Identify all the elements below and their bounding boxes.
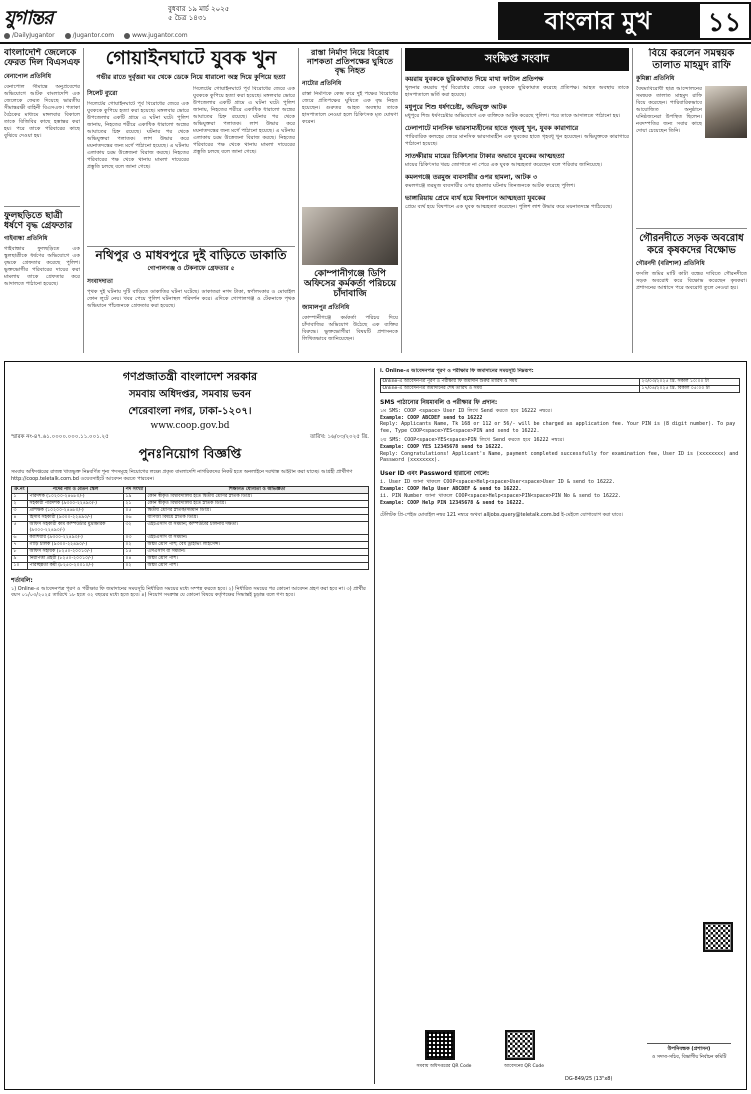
lead-story (87, 48, 295, 353)
column-rule (83, 48, 84, 353)
table-row (381, 378, 740, 385)
signature-title: ও সদস্য-সচিব, বিভাগীয় নির্বাচন কমিটি (651, 1055, 727, 1060)
lost-step-2: ii. PIN Number জানা থাকলে COOP<space>Help<space>PIN<space>PIN No & send to 16222. (380, 492, 622, 499)
table-row (12, 562, 369, 569)
notice-website[interactable]: www.coop.gov.bd (150, 421, 230, 431)
table-cell: অফিস সহকারী কাম কম্পিউটার মুদ্রাক্ষরিক (৯৩০০-২২৪৯০/-) (28, 521, 124, 534)
masthead (0, 0, 751, 44)
digest-item-1-body: খুলনার কয়রায় পূর্ব বিরোধের জেরে এক যুবককে ছুরিকাঘাত করেছে প্রতিপক্ষ। আহত অবস্থায় তাকে হাসপাতালে ভর্তি করা হয়েছে। (405, 85, 629, 98)
qr-code-3[interactable] (703, 922, 733, 952)
table-cell: অফিস সহায়ক (৮২৫০-২০০১০/-) (28, 548, 124, 555)
twitter-icon (65, 33, 71, 39)
table-cell: পরিদর্শক (১০২০০-২৪৬৮০/-) (28, 493, 124, 500)
right-2-byline: গৌরনদী (বরিশাল) প্রতিনিধি (636, 260, 705, 267)
table-row (12, 507, 369, 514)
lost-step-1-example: Example: COOP Help User ABCDEF & send to 16222. (380, 485, 522, 492)
table-cell: অষ্টম শ্রেণি পাশ। (146, 555, 369, 562)
sms-step-1-example: Example: COOP ABCDEF send to 16222 (380, 414, 483, 421)
right-1-headline[interactable]: বিয়ে করলেন সমন্বয়ক তালাত মাহমুদ রাফি (648, 48, 735, 71)
digest-item-6-head[interactable]: ভাঙ্গারিয়ায় প্রেমে ব্যর্থ হয়ে বিষপানে আত্মহত্যা যুবকের (405, 194, 546, 202)
table-cell: ২১ (124, 500, 146, 507)
table-cell: ৩ (12, 507, 28, 514)
table-row (12, 521, 369, 534)
table-cell: ১৯ (124, 493, 146, 500)
notice-intro: সমবায় অধিদপ্তরের রাজস্ব খাতভুক্ত নিম্নবর্ণিত শূন্য পদসমূহে নিয়োগের লক্ষ্যে প্রকৃত বাংলাদেশি নাগরিকদের নিকট হতে অনলাইনে দরখাস্ত আহ্বান করা যাচ্ছে। আগ্রহী প্রার্থীগণ http://coop.teletalk.com.bd ওয়েবসাইটে আবেদন করতে পারবেন। (11, 469, 353, 482)
qr-code-2[interactable] (505, 1030, 535, 1060)
notice-gov-line: গণপ্রজাতন্ত্রী বাংলাদেশ সরকার (122, 370, 258, 383)
lead-2-body: পৃথক দুই ঘটনায় দুটি বাড়িতে ডাকাতির ঘটনা ঘটেছে। ডাকাতরা নগদ টাকা, স্বর্ণালংকার ও মোবাইল ফোন লুটে নেয়। খবর পেয়ে পুলিশ ঘটনাস্থল পরিদর্শন করে। এদিকে গোপালগঞ্জ ও টেকনাফে পৃথক অভিযানে পাঁচজনকে গ্রেফতার করা হয়েছে। (87, 288, 295, 309)
digest-title: সংক্ষিপ্ত সংবাদ (405, 48, 629, 71)
table-cell: গাড়ি চালক (৯৩০০-২২৪৯০/-) (28, 541, 124, 548)
posts-header-cell: পদ সংখ্যা (124, 486, 146, 493)
notice-title: পুনঃনিয়োগ বিজ্ঞপ্তি (138, 447, 242, 462)
lead-kicker: গভীর রাতে দুর্বৃত্তরা ঘর থেকে ডেকে নিয়ে ধারালো অস্ত্র দিয়ে কুপিয়ে হত্যা (96, 72, 286, 81)
digest-item-2-head[interactable]: মধুপুরে শিশু ধর্ষণচেষ্টা, অভিযুক্ত আটক (405, 103, 507, 111)
table-row (12, 541, 369, 548)
sms-reply-1: Reply: Applicants Name, Tk 168 or 112 or 56/- will be charged as application fee. Your PIN is (8 digit number). To pay fee, Type COOP<space>YES<space>PIN and send to 16222. (380, 421, 736, 435)
schedule-value: ২৩/০৩/২০২৫ খ্রি. সকাল ১০:০০ টা (640, 378, 740, 385)
signature-block (637, 1030, 741, 1062)
table-cell: ০৬ (124, 514, 146, 521)
left-2-byline: গাইবান্ধা প্রতিনিধি (4, 235, 48, 243)
digest-item-4-head[interactable]: সাতক্ষীরায় মায়ের চিকিৎসার টাকার অভাবে যুবকের আত্মহত্যা (405, 152, 565, 160)
table-cell: কোন স্বীকৃত বিশ্ববিদ্যালয় হতে দ্বিতীয় শ্রেণির স্নাতক ডিগ্রি। (146, 493, 369, 500)
lead-headline[interactable]: গোয়াইনঘাটে যুবক খুন (105, 48, 277, 69)
right-2-headline[interactable]: গৌরনদীতে সড়ক অবরোধ করে কৃষকদের বিক্ষোভ (639, 233, 744, 256)
right-1-body: বৈষম্যবিরোধী ছাত্র আন্দোলনের সমন্বয়ক তালাত মাহমুদ রাফি বিয়ে করেছেন। পারিবারিকভাবে আয়োজিত অনুষ্ঠানে ঘনিষ্ঠজনেরা উপস্থিত ছিলেন। নবদম্পতির জন্য সবার কাছে দোয়া চেয়েছেন তিনি। (636, 86, 702, 134)
mid-1-headline[interactable]: রাস্তা নির্মাণ নিয়ে বিরোধ নাশকতা প্রতিপক্ষের ঘুষিতে বৃদ্ধ নিহত (307, 48, 393, 76)
website-link[interactable] (124, 32, 188, 39)
posts-header-cell: শিক্ষাগত যোগ্যতা ও অভিজ্ঞতা (146, 486, 369, 493)
social-links (4, 32, 188, 39)
digest-item-3-head[interactable]: ঢেলাপাটে মানসিক ভারসাম্যহীনের হাতে গৃহবধূ খুন, যুবক কারাগারে (405, 124, 579, 132)
table-cell: ১৫ (124, 548, 146, 555)
table-cell: ০৪ (124, 555, 146, 562)
table-cell: ৭ (12, 541, 28, 548)
lost-step-1: i. User ID জানা থাকলে COOP<space>Help<space>User<space>User ID & send to 16222. (380, 479, 615, 486)
digest-item-6-body: প্রেমে ব্যর্থ হয়ে বিষপানে এক যুবক আত্মহত্যা করেছেন। পুলিশ লাশ উদ্ধার করে ময়নাতদন্তে পাঠিয়েছে। (405, 204, 613, 210)
qr-label-2: আবেদনের QR Code (504, 1064, 544, 1069)
right-column (636, 48, 747, 353)
signature-name: উপনিবন্ধক (প্রশাসন) (667, 1046, 711, 1052)
table-cell: ০২ (124, 541, 146, 548)
sms-step-2-example: Example: COOP YES 12345678 send to 16222. (380, 443, 504, 450)
mid-2-headline[interactable]: কোম্পানীগঞ্জে ডিপি অফিসের কর্মকর্তা পরিচয়ে চাঁদাবাজি (303, 268, 397, 300)
digest-item-4-body: মায়ের চিকিৎসার খরচ জোগাতে না পেরে এক যুবক আত্মহত্যা করেছেন বলে পরিবার জানিয়েছে। (405, 162, 603, 168)
left-2-headline[interactable]: ফুলছড়িতে ছাত্রী ধর্ষণে বৃদ্ধ গ্রেফতার (4, 210, 73, 232)
news-digest (405, 48, 629, 353)
table-cell: প্রশিক্ষক (১০২০০-২৪৬৮০/-) (28, 507, 124, 514)
table-cell: ১ (12, 493, 28, 500)
mid-1-body: রাস্তা নির্মাণকে কেন্দ্র করে দুই পক্ষের বিরোধের জেরে প্রতিপক্ষের ঘুষিতে এক বৃদ্ধ নিহত হয়েছেন। গুরুতর আহত অবস্থায় তাকে হাসপাতালে নেওয়া হলে চিকিৎসক মৃত ঘোষণা করেন। (302, 90, 398, 125)
column-rule (298, 48, 299, 353)
right-2-body: ফসলি জমির মাটি কাটা বন্ধের দাবিতে গৌরনদীতে সড়ক অবরোধ করে বিক্ষোভ করেছেন কৃষকরা। প্রশাসনের আশ্বাসে পরে অবরোধ তুলে নেওয়া হয়। (636, 271, 747, 291)
table-cell: ১০ (12, 562, 28, 569)
table-cell: অষ্টম শ্রেণি পাশ; বৈধ ড্রাইভিং লাইসেন্স। (146, 541, 369, 548)
table-row (12, 555, 369, 562)
lost-credentials-title: User ID এবং Password হারানো গেলে: (380, 470, 490, 478)
posts-table (11, 486, 369, 570)
posts-header-cell: ক্র.নং (12, 486, 28, 493)
qr-code-1[interactable] (425, 1030, 455, 1060)
dateline (168, 5, 328, 23)
table-cell: কোন স্বীকৃত বিশ্ববিদ্যালয় হতে স্নাতক ডিগ্রি। (146, 500, 369, 507)
schedule-label: Online-এ আবেদনপত্র জমাদানের শেষ তারিখ ও সময় (381, 385, 640, 392)
lead-body: সিলেটের গোয়াইনঘাটে পূর্ব বিরোধের জেরে এক যুবককে কুপিয়ে হত্যা করা হয়েছে। মঙ্গলবার ভোরে উপজেলার একটি গ্রামে এ ঘটনা ঘটে। পুলিশ জানায়, নিহতের শরীরে একাধিক ধারালো অস্ত্রের আঘাতের চিহ্ন রয়েছে। ঘটনার পর থেকে অভিযুক্তরা পলাতক। লাশ উদ্ধার করে ময়নাতদন্তের জন্য মর্গে পাঠানো হয়েছে। এ ঘটনায় এলাকায় চরম উত্তেজনা বিরাজ করছে। নিহতের পরিবারের পক্ষ থেকে থানায় মামলা দায়েরের প্রস্তুতি চলছে বলে জানা গেছে। (87, 100, 189, 170)
social-label-1: /DailyJugantor (12, 32, 55, 39)
sms-title: SMS পাঠানোর নিয়মাবলি ও পরীক্ষার ফি প্রদান: (380, 398, 498, 406)
lead-2-kicker: গোপালগঞ্জ ও টেকনাফে গ্রেফতার ৫ (147, 264, 235, 272)
column-rule (632, 48, 633, 353)
table-row (12, 548, 369, 555)
table-cell: হিসাব সহকারী (৯৩০০-২২৪৯০/-) (28, 514, 124, 521)
page-number: ১১ (698, 2, 751, 40)
table-cell: নিরাপত্তা প্রহরী (৮২৫০-২০০১০/-) (28, 555, 124, 562)
qr-label-1: সমবায় অধিদপ্তরের QR Code (416, 1064, 472, 1069)
signature-line (647, 1030, 731, 1044)
table-cell: ৪ (12, 514, 28, 521)
table-cell: ক্যাশিয়ার (৯৩০০-২২৪৯০/-) (28, 534, 124, 541)
facebook-link[interactable] (4, 32, 55, 39)
date-line-1: বুধবার ১৯ মার্চ ২০২৫ (168, 5, 230, 13)
conditions-title: শর্তাবলি: (11, 576, 33, 584)
table-row (12, 500, 369, 507)
digest-item-5-head[interactable]: কমলগঞ্জে তরমুজ ব্যবসায়ীর ওপর হামলা, আটক ৩ (405, 173, 538, 181)
lead-byline: সিলেট ব্যুরো (87, 89, 118, 97)
globe-icon (124, 33, 130, 39)
right-1-byline: কুমিল্লা প্রতিনিধি (636, 75, 675, 82)
right-divider (636, 228, 747, 229)
social-label-3: www.jugantor.com (132, 32, 188, 39)
notice-right (380, 368, 740, 1084)
table-cell: ৯ (12, 555, 28, 562)
sms-reply-2: Reply: Congratulations! Applicant's Name, payment completed successfully for examination fee, User ID is (xxxxxxxx) and Password (xxxxxxxx). (380, 450, 739, 464)
portrait-photo (705, 86, 747, 138)
digest-item-5-body: কমলগঞ্জে তরমুজ ব্যবসায়ীর ওপর হামলার ঘটনায় তিনজনকে আটক করেছে পুলিশ। (405, 183, 576, 189)
table-row (381, 385, 740, 392)
table-cell: ৩২ (124, 521, 146, 534)
table-cell: পরিচ্ছন্নতা কর্মী (৮২৫০-২০০১০/-) (28, 562, 124, 569)
table-cell: ০২ (124, 562, 146, 569)
lead-2-byline: সংবাদদাতা (87, 277, 113, 285)
table-cell: ০৩ (124, 534, 146, 541)
left-1-body: বেনাপোল সীমান্তে অনুপ্রবেশের অভিযোগে আটক বাংলাদেশি এক জেলেকে ফেরত দিয়েছে ভারতীয় সীমান্তরক্ষী বাহিনী বিএসএফ। পতাকা বৈঠকের মাধ্যমে মঙ্গলবার বিকালে তাকে বিজিবির কাছে হস্তান্তর করা হয়। পরে তাকে পরিবারের কাছে বুঝিয়ে দেওয়া হয়। (4, 83, 80, 139)
mid-2-body: কোম্পানীগঞ্জে কর্মকর্তা পরিচয় দিয়ে চাঁদাবাজির অভিযোগ উঠেছে এক ব্যক্তির বিরুদ্ধে। ভুক্তভোগীরা বিষয়টি প্রশাসনকে লিখিতভাবে জানিয়েছেন। (302, 314, 398, 342)
table-cell: সহকারী পরিদর্শক (৯৩০০-২২৪৯০/-) (28, 500, 124, 507)
date-line-2: ৫ চৈত্র ১৪৩১ (168, 14, 207, 22)
table-row (12, 534, 369, 541)
column-rule (401, 48, 402, 353)
notice-column-rule (374, 368, 375, 1084)
sms-step-1: ১ম SMS: COOP <space> User ID লিখে Send করতে হবে 16222 নম্বরে। (380, 407, 552, 414)
table-cell: ৫ (12, 521, 28, 534)
table-row (12, 514, 369, 521)
notice-address: শেরেবাংলা নগর, ঢাকা-১২০৭। (128, 406, 252, 417)
table-cell: বাণিজ্য বিষয়ে স্নাতক ডিগ্রি। (146, 514, 369, 521)
newspaper-logo: যুগান্তর (4, 7, 53, 29)
twitter-link[interactable] (65, 32, 115, 39)
middle-column (302, 48, 398, 353)
lead-2-headline[interactable]: নথিপুর ও মাধবপুরে দুই বাড়িতে ডাকাতি (95, 247, 287, 262)
conditions-text: ১) Online-এ আবেদনপত্র পূরণ ও পরীক্ষার ফি জমাদানের সময়সূচি নির্ধারিত সময়ের মধ্যে সম্পন্ন করতে হবে। ২) নির্ধারিত সময়ের পর কোনো আবেদন গ্রহণ করা হবে না। ৩) প্রার্থীর বয়স ০১/০৩/২০২৫ তারিখে ১৮ হতে ৩২ বছরের মধ্যে হতে হবে। ৪) নিয়োগ সংক্রান্ত যে কোনো বিষয়ে কর্তৃপক্ষের সিদ্ধান্তই চূড়ান্ত বলে গণ্য হবে। (11, 585, 366, 599)
left-divider (4, 206, 80, 207)
table-cell: ৮ (12, 548, 28, 555)
left-1-byline: বেনাপোল প্রতিনিধি (4, 72, 51, 80)
digest-item-1-head[interactable]: কয়রায় যুবককে ছুরিকাঘাত দিয়ে মাথা ফাটাল প্রতিপক্ষ (405, 75, 544, 83)
notice-memo: স্মারক নং-৪৭.৬১.০০০০.০০০.১১.০০১.২৫ (11, 434, 109, 440)
lead-body-continued: সিলেটের গোয়াইনঘাটে পূর্ব বিরোধের জেরে এক যুবককে কুপিয়ে হত্যা করা হয়েছে। মঙ্গলবার ভোরে উপজেলার একটি গ্রামে এ ঘটনা ঘটে। পুলিশ জানায়, নিহতের শরীরে একাধিক ধারালো অস্ত্রের আঘাতের চিহ্ন রয়েছে। ঘটনার পর থেকে অভিযুক্তরা পলাতক। লাশ উদ্ধার করে ময়নাতদন্তের জন্য মর্গে পাঠানো হয়েছে। এ ঘটনায় এলাকায় চরম উত্তেজনা বিরাজ করছে। নিহতের পরিবারের পক্ষ থেকে থানায় মামলা দায়েরের প্রস্তুতি চলছে বলে জানা গেছে। (193, 85, 295, 155)
table-cell: এসএসসি বা সমমান। (146, 548, 369, 555)
left-2-body: গাইবান্ধার ফুলছড়িতে এক স্কুলছাত্রীকে ধর্ষণের অভিযোগে এক বৃদ্ধকে গ্রেফতার করেছে পুলিশ। ভুক্তভোগীর পরিবারের দায়ের করা মামলায় তাকে গ্রেফতার করে আদালতে পাঠানো হয়েছে। (4, 246, 80, 288)
news-photo (302, 207, 398, 265)
right-intro: i. Online-এ আবেদনপত্র পূরণ ও পরীক্ষার ফি জমাদানের সময়সূচি নিম্নরূপ: (380, 368, 534, 374)
social-label-2: /Jugantor.com (72, 32, 115, 39)
notice-dept: সমবায় অধিদপ্তর, সমবায় ভবন (128, 389, 252, 400)
table-cell: অষ্টম শ্রেণি পাশ। (146, 562, 369, 569)
table-cell: দ্বিতীয় শ্রেণির স্নাতক/সমমান ডিগ্রি। (146, 507, 369, 514)
schedule-table (380, 378, 740, 393)
mid-2-byline: জামালপুর প্রতিনিধি (302, 303, 350, 311)
table-cell: এইচএসসি বা সমমান; কম্পিউটার চালনায় দক্ষতা। (146, 521, 369, 534)
lost-step-2-example: Example: COOP Help PIN 12345678 & send to 16222. (380, 499, 525, 506)
helpline-text: টেলিটক প্রি-পেইড মোবাইল নম্বর 121 নম্বরে অথবা alljobs.query@teletalk.com.bd ই-মেইলে যোগাযোগ করা যাবে। (380, 512, 623, 519)
recruitment-notice (4, 361, 747, 1090)
table-cell: ০৫ (124, 507, 146, 514)
section-title: বাংলার মুখ (498, 2, 698, 40)
mid-1-byline: নাটোর প্রতিনিধি (302, 79, 342, 87)
dg-code: DG-849/25 (13"x8) (565, 1076, 613, 1082)
posts-header-cell: পদের নাম ও বেতন স্কেল (28, 486, 124, 493)
table-cell: এইচএসসি বা সমমান। (146, 534, 369, 541)
posts-header-row (12, 486, 369, 493)
sms-step-2: ২য় SMS: COOP<space>YES<space>PIN লিখে Send করতে হবে 16222 নম্বরে। (380, 436, 565, 443)
left-1-headline[interactable]: বাংলাদেশি জেলেকে ফেরত দিল বিএসএফ (4, 48, 80, 69)
table-cell: ৬ (12, 534, 28, 541)
left-column (4, 48, 80, 353)
schedule-label: Online-এ আবেদনপত্র পূরণ ও পরীক্ষার ফি জমাদান শুরুর তারিখ ও সময় (381, 378, 640, 385)
digest-item-3-body: পারিবারিক কলহের জেরে মানসিক ভারসাম্যহীন এক যুবকের হাতে গৃহবধূ খুন হয়েছেন। অভিযুক্তকে কারাগারে পাঠানো হয়েছে। (405, 134, 629, 147)
schedule-value: ১৭/০৪/২০২৫ খ্রি. বিকাল ০৫:০০ টা (640, 385, 740, 392)
notice-left (11, 368, 369, 1084)
table-row (12, 493, 369, 500)
digest-item-2-body: মধুপুরে শিশু ধর্ষণচেষ্টার অভিযোগে এক ব্যক্তিকে আটক করেছে পুলিশ। পরে তাকে আদালতে পাঠানো হয়। (405, 113, 621, 119)
table-cell: ২ (12, 500, 28, 507)
notice-date: তারিখ: ১৬/০৩/২০২৫ খ্রি. (310, 434, 369, 440)
facebook-icon (4, 33, 10, 39)
